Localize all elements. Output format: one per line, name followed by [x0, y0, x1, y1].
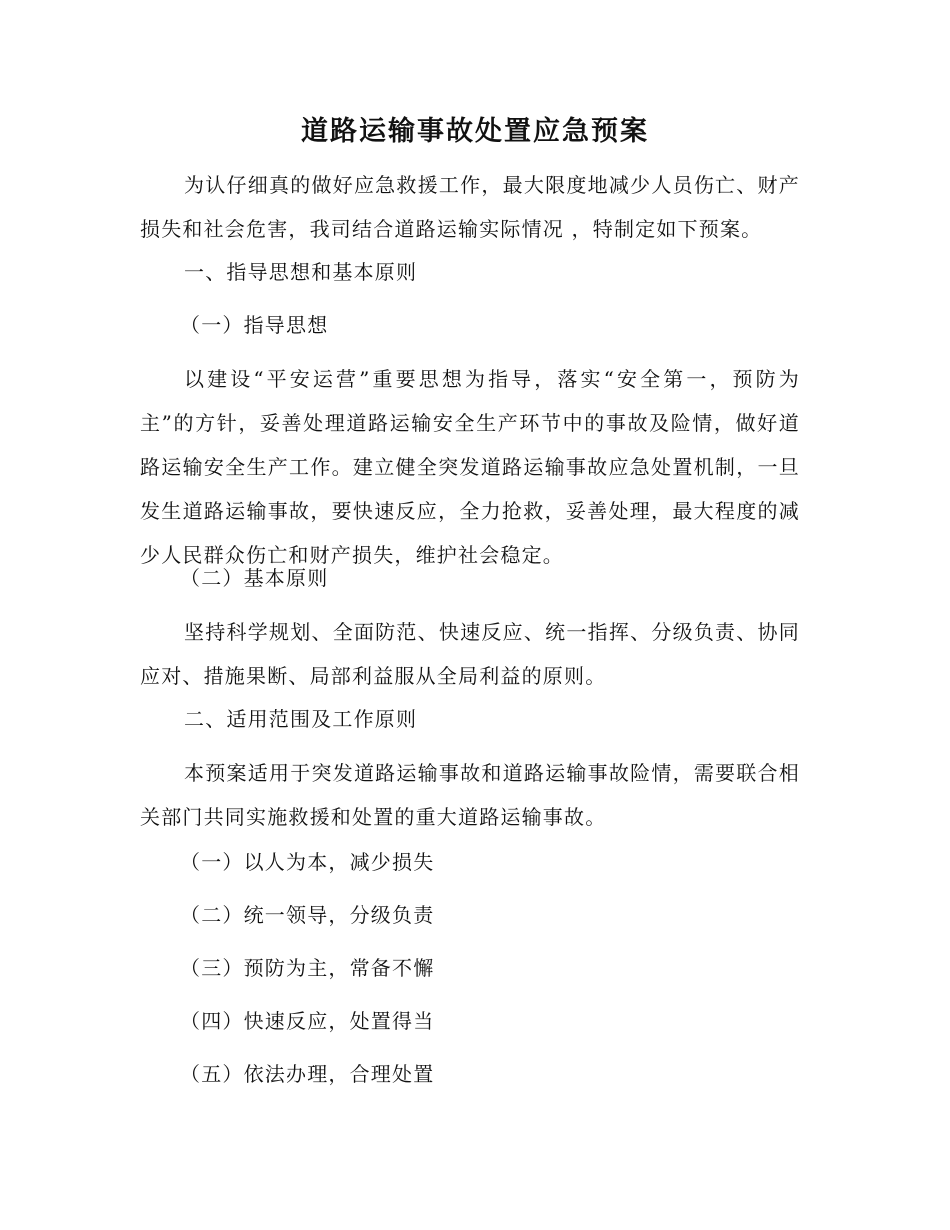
section1-sub1-heading: （一）指导思想 [180, 313, 329, 337]
guiding-ideology-paragraph: 以建设“平安运营”重要思想为指导，落实“安全第一，预防为主”的方针，妥善处理道路运输安全生产环节中的事故及险情，做好道路运输安全生产工作。建立健全突发道路运输事故应急处置机制，一旦发生道路运输事故，要快速反应，全力抢救，妥善处理，最大程度的减少人民群众伤亡和财产损失，维护社会稳定。 [140, 367, 800, 567]
principle-item: （三）预防为主，常备不懈 [180, 956, 435, 980]
principle-item: （五）依法办理，合理处置 [180, 1062, 435, 1086]
scope-paragraph: 本预案适用于突发道路运输事故和道路运输事故险情，需要联合相关部门共同实施救援和处置的重大道路运输事故。 [140, 761, 800, 829]
intro-paragraph: 为认仔细真的做好应急救援工作，最大限度地减少人员伤亡、财产损失和社会危害，我司结合道路运输实际情况 ，特制定如下预案。 [140, 173, 800, 241]
principle-item: （一）以人为本，减少损失 [180, 850, 435, 874]
basic-principles-paragraph: 坚持科学规划、全面防范、快速反应、统一指挥、分级负责、协同应对、措施果断、局部利益服从全局利益的原则。 [140, 620, 800, 688]
section1-sub2-heading: （二）基本原则 [180, 566, 329, 590]
document-title: 道路运输事故处置应急预案 [301, 116, 649, 147]
section2-heading: 二、适用范围及工作原则 [184, 707, 418, 731]
section1-heading: 一、指导思想和基本原则 [184, 260, 418, 284]
principle-item: （二）统一领导，分级负责 [180, 903, 435, 927]
principle-item: （四）快速反应，处置得当 [180, 1009, 435, 1033]
